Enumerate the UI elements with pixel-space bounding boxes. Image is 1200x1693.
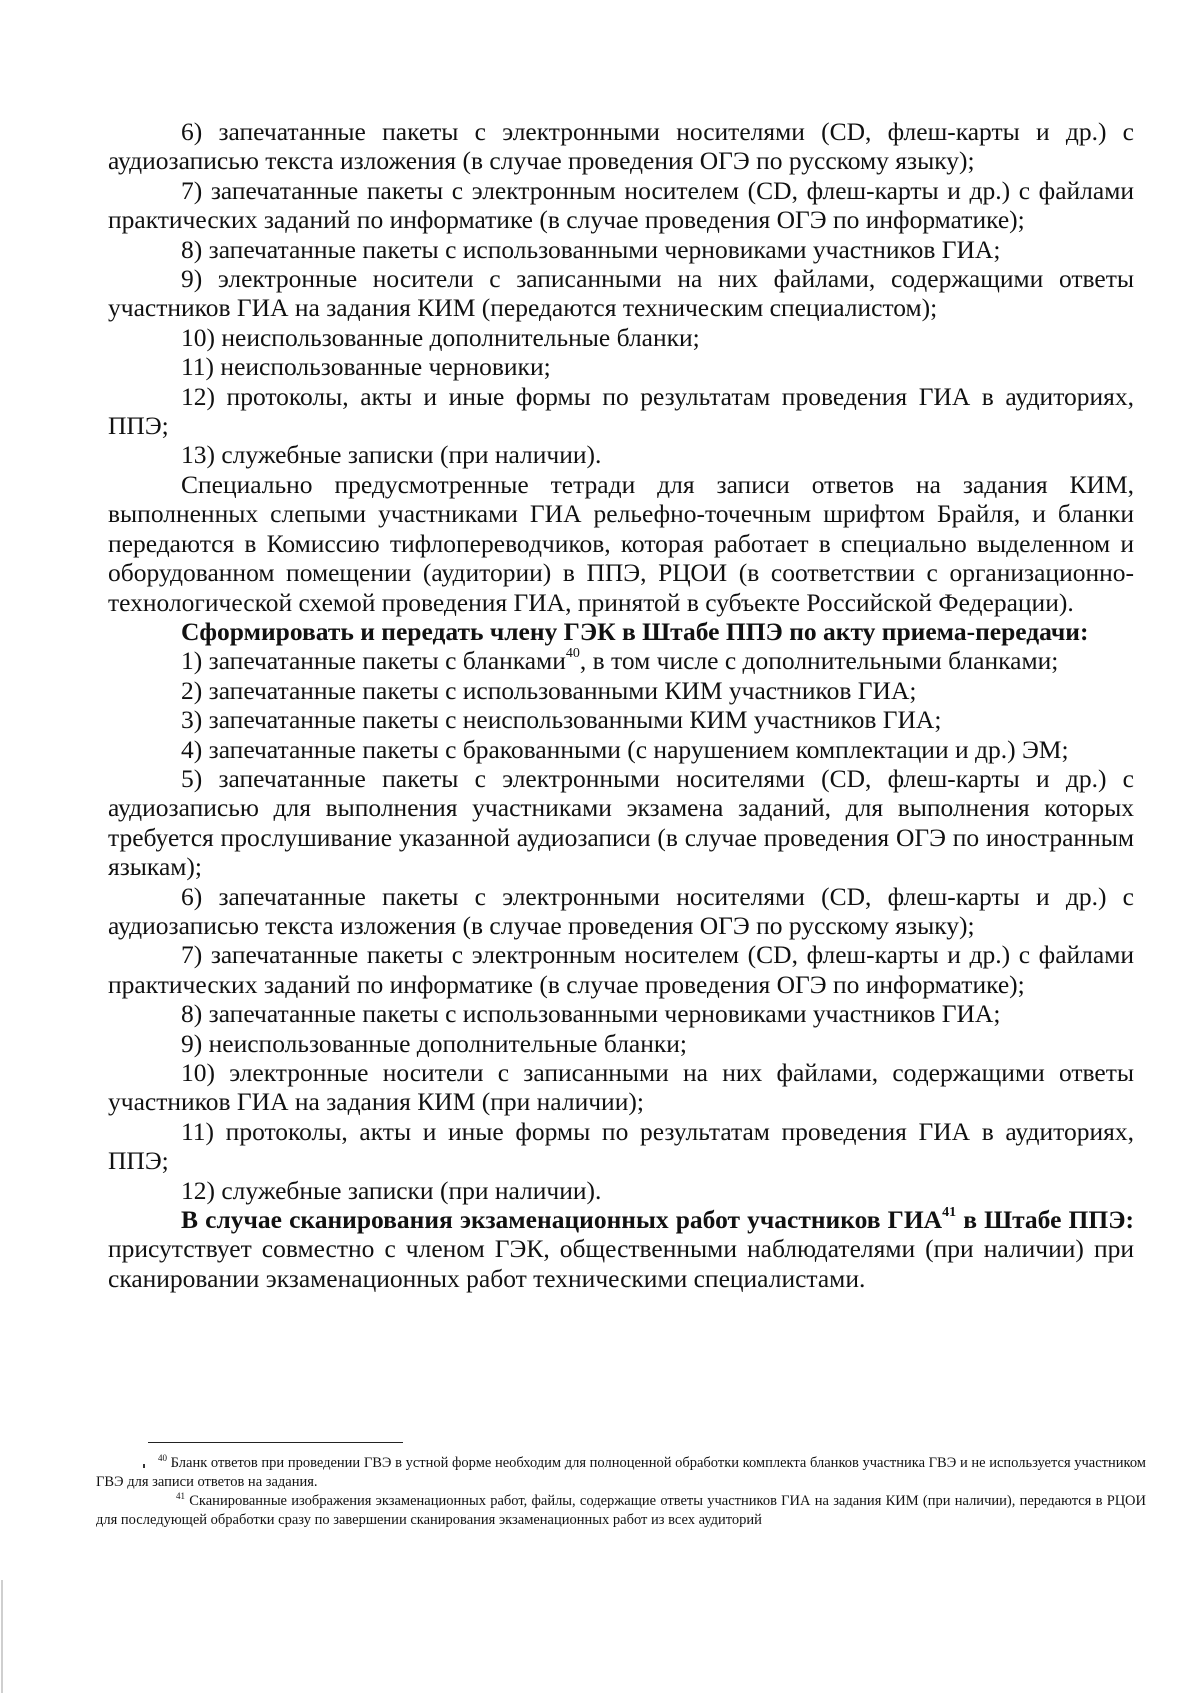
paragraph: 7) запечатанные пакеты с электронным носителем (CD, флеш-карты и др.) с файлами практических заданий по информатике (в случае проведения ОГЭ по информатике); xyxy=(108,940,1134,999)
paragraph: 3) запечатанные пакеты с неиспользованными КИМ участников ГИА; xyxy=(181,705,942,735)
scanning-paragraph xyxy=(108,1205,1134,1293)
paragraph: 13) служебные записки (при наличии). xyxy=(181,440,602,470)
paragraph: 8) запечатанные пакеты с использованными черновиками участников ГИА; xyxy=(181,234,1001,264)
footnote-number: 41 xyxy=(176,1491,185,1501)
paragraph: 12) служебные записки (при наличии). xyxy=(181,1175,602,1205)
section-heading: Сформировать и передать члену ГЭК в Штабе ППЭ по акту приема-передачи: xyxy=(181,616,1089,646)
footnote-40 xyxy=(96,1454,1146,1492)
footnote-text: Сканированные изображения экзаменационных работ, файлы, содержащие ответы участников ГИА на задания КИМ (при наличии), передаются в РЦОИ для последующей обработки сразу по завершении сканирования экзаменационных работ из всех аудиторий xyxy=(96,1493,1146,1528)
paragraph: 9) электронные носители с записанными на них файлами, содержащими ответы участников ГИА на задания КИМ (передаются техническим специалистом); xyxy=(108,264,1134,323)
paragraph: 6) запечатанные пакеты с электронными носителями (CD, флеш-карты и др.) с аудиозаписью текста изложения (в случае проведения ОГЭ по русскому языку); xyxy=(108,881,1134,940)
scanning-bold-lead: В случае сканирования экзаменационных работ участников ГИА xyxy=(181,1205,943,1235)
list-after-heading xyxy=(108,676,1134,1205)
scan-edge xyxy=(1,1580,3,1693)
paragraph: 6) запечатанные пакеты с электронными носителями (CD, флеш-карты и др.) с аудиозаписью текста изложения (в случае проведения ОГЭ по русскому языку); xyxy=(108,117,1134,176)
list-before-heading xyxy=(108,117,1134,617)
footnote-number: 40 xyxy=(158,1453,167,1463)
paragraph: 10) неиспользованные дополнительные бланки; xyxy=(181,322,700,352)
paragraph: 2) запечатанные пакеты с использованными КИМ участников ГИА; xyxy=(181,675,917,705)
paragraph: 7) запечатанные пакеты с электронным носителем (CD, флеш-карты и др.) с файлами практических заданий по информатике (в случае проведения ОГЭ по информатике); xyxy=(108,175,1134,235)
footnote-text: Бланк ответов при проведении ГВЭ в устной форме необходим для полноценной обработки комплекта бланков участника ГВЭ и не используется участником ГВЭ для записи ответов на задания. xyxy=(96,1455,1146,1490)
footnote-separator xyxy=(148,1442,403,1443)
paragraph: 4) запечатанные пакеты с бракованными (с нарушением комплектации и др.) ЭМ; xyxy=(181,734,1069,764)
paragraph: Специально предусмотренные тетради для записи ответов на задания КИМ, выполненных слепыми участниками ГИА рельефно-точечным шрифтом Брайля, и бланки передаются в Комиссию тифлопереводчиков, которая работает в специально выделенном и оборудованном помещении (аудитории) в ППЭ, РЦОИ (в соответствии с организационно-технологической схемой проведения ГИА, принятой в субъекте Российской Федерации). xyxy=(108,469,1134,617)
paragraph: 12) протоколы, акты и иные формы по результатам проведения ГИА в аудиториях, ППЭ; xyxy=(108,381,1134,441)
paragraph: 10) электронные носители с записанными на них файлами, содержащими ответы участников ГИА на задания КИМ (при наличии); xyxy=(108,1058,1134,1117)
footnote-ref-40: 40 xyxy=(565,646,580,662)
scanning-bold-tail: в Штабе ППЭ: xyxy=(956,1205,1134,1235)
scanning-text: присутствует совместно с членом ГЭК, общественными наблюдателями (при наличии) при сканировании экзаменационных работ техническими специалистами. xyxy=(108,1234,1134,1293)
paragraph: 11) протоколы, акты и иные формы по результатам проведения ГИА в аудиториях, ППЭ; xyxy=(108,1116,1134,1176)
paragraph: 9) неиспользованные дополнительные бланки; xyxy=(181,1028,688,1058)
list-item-1 xyxy=(108,646,1134,675)
paragraph: 11) неиспользованные черновики; xyxy=(181,352,551,382)
paragraph: 5) запечатанные пакеты с электронными носителями (CD, флеш-карты и др.) с аудиозаписью для выполнения участниками экзамена заданий, для выполнения которых требуется прослушивание указанной аудиозаписи (в случае проведения ОГЭ по иностранным языкам); xyxy=(108,763,1134,882)
footnote-41 xyxy=(96,1492,1146,1530)
footnotes xyxy=(96,1454,1146,1530)
footnote-ref-41: 41 xyxy=(942,1205,957,1221)
item-text-cont: , в том числе с дополнительными бланками; xyxy=(579,646,1059,676)
paragraph: 8) запечатанные пакеты с использованными черновиками участников ГИА; xyxy=(181,999,1001,1029)
document-body xyxy=(108,117,1134,1293)
item-text: 1) запечатанные пакеты с бланками xyxy=(181,646,566,676)
